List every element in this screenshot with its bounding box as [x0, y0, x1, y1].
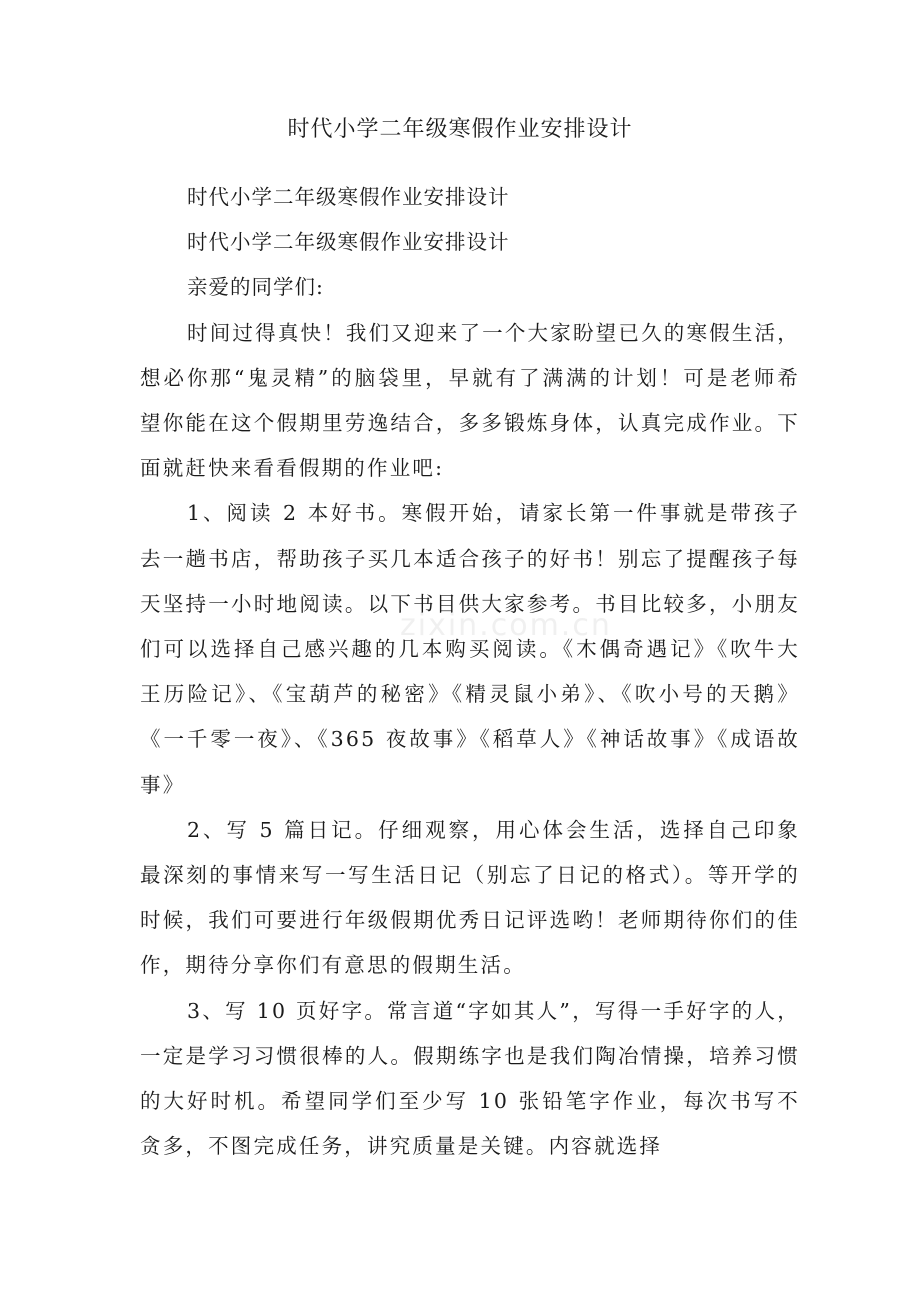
subtitle-line: 时代小学二年级寒假作业安排设计 — [187, 230, 510, 255]
watermark: zixin.com.cn — [400, 608, 612, 643]
document-title: 时代小学二年级寒假作业安排设计 — [287, 117, 633, 142]
subtitle-line: 时代小学二年级寒假作业安排设计 — [187, 185, 510, 209]
greeting: 亲爱的同学们: — [187, 275, 324, 300]
paragraph-intro: 时间过得真快！我们又迎来了一个大家盼望已久的寒假生活，想必你那“鬼灵精”的脑袋里，早就有了满满的计划！可是老师希望你能在这个假期里劳逸结合，多多锻炼身体，认真完成作业。下面就赶快来看看假期的作业吧: — [140, 320, 800, 481]
paragraph-diary: 2、写 5 篇日记。仔细观察，用心体会生活，选择自己印象最深刻的事情来写一写生活日记（别忘了日记的格式）。等开学的时候，我们可要进行年级假期优秀日记评选哟！老师期待你们的佳作，期待分享你们有意思的假期生活。 — [140, 817, 800, 978]
paragraph-handwriting: 3、写 10 页好字。常言道“字如其人”，写得一手好字的人，一定是学习习惯很棒的人。假期练字也是我们陶冶情操，培养习惯的大好时机。希望同学们至少写 10 张铅笔字作业，每次书写不贪多，不图完成任务，讲究质量是关键。内容就选择 — [140, 998, 800, 1159]
document-body — [140, 175, 800, 1169]
paragraph-reading: 1、阅读 2 本好书。寒假开始，请家长第一件事就是带孩子去一趟书店，帮助孩子买几本适合孩子的好书！别忘了提醒孩子每天坚持一小时地阅读。以下书目供大家参考。书目比较多，小朋友们可以选择自己感兴趣的几本购买阅读。《木偶奇遇记》《吹牛大王历险记》、《宝葫芦的秘密》《精灵鼠小弟》、《吹小号的天鹅》《一千零一夜》、《365 夜故事》《稻草人》《神话故事》《成语故事》 — [140, 501, 800, 797]
